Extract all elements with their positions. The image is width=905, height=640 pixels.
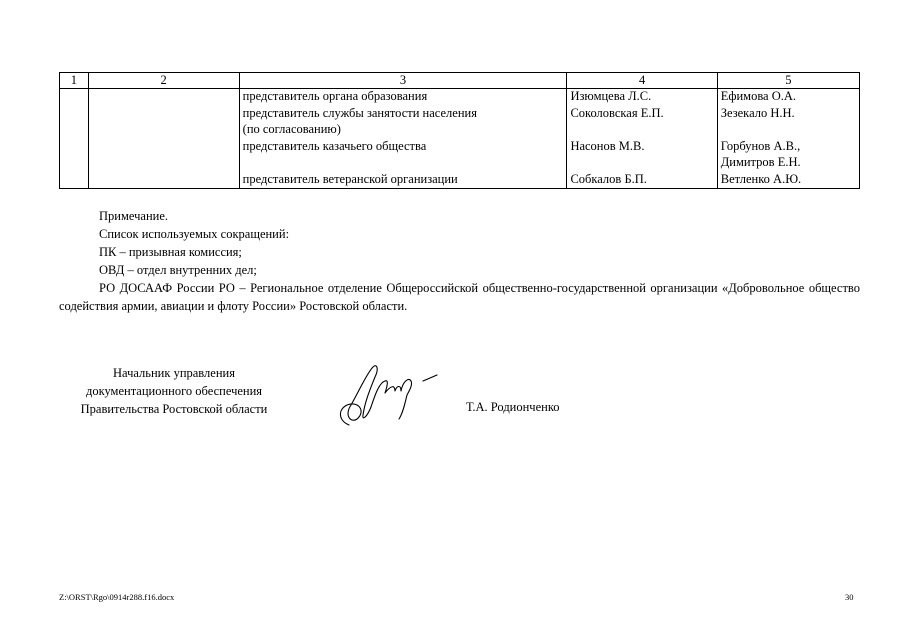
member-name <box>570 155 713 172</box>
file-path: Z:\ORST\Rgo\0914r288.f16.docx <box>59 592 175 602</box>
cell-deputies <box>717 89 859 189</box>
signatory-title-line: документационного обеспечения <box>85 384 263 398</box>
handwritten-signature <box>333 355 443 435</box>
table-header-row <box>60 73 860 89</box>
member-name: Насонов М.В. <box>570 138 645 153</box>
member-name: Собкалов Б.П. <box>570 171 647 186</box>
deputy-name <box>721 122 856 139</box>
column-number-5: 5 <box>717 73 859 89</box>
cell-members <box>567 89 717 189</box>
cell-number <box>60 89 89 189</box>
abbreviation-ovd: ОВД – отдел внутренних дел; <box>99 263 257 277</box>
notes-section <box>59 207 860 315</box>
column-number-1: 1 <box>60 73 89 89</box>
role-text: представитель службы занятости населения <box>242 105 477 120</box>
abbreviation-pk: ПК – призывная комиссия; <box>99 245 242 259</box>
signatory-title-line: Правительства Ростовской области <box>80 402 268 416</box>
table-row <box>60 89 860 189</box>
role-text: представитель органа образования <box>242 89 428 103</box>
member-name: Соколовская Е.П. <box>570 105 664 120</box>
notes-title: Примечание. <box>99 209 169 223</box>
deputy-name: Димитров Е.Н. <box>720 155 801 169</box>
signatory-title-line: Начальник управления <box>113 366 235 380</box>
cell-roles <box>239 89 567 189</box>
role-text <box>243 155 564 172</box>
role-text: представитель ветеранской организации <box>242 171 458 186</box>
deputy-name: Ефимова О.А. <box>720 89 797 103</box>
column-number-4: 4 <box>567 73 717 89</box>
member-name: Изюмцева Л.С. <box>570 89 652 103</box>
signatory-title <box>59 364 289 418</box>
appointment-table <box>59 72 860 189</box>
deputy-name: Горбунов А.В., <box>720 138 801 153</box>
deputy-name: Ветленко А.Ю. <box>720 171 802 186</box>
cell-name <box>88 89 239 189</box>
deputy-name: Зезекало Н.Н. <box>720 105 795 120</box>
abbreviation-dosaaf: РО ДОСААФ России РО – Региональное отделение Общероссийской общественно-государственной организации «Добровольное общество содействия армии, авиации и флоту России» Ростовской области. <box>59 281 860 313</box>
member-name <box>570 122 713 139</box>
role-text: представитель казачьего общества <box>242 138 427 153</box>
page-number: 30 <box>845 592 854 602</box>
role-text: (по согласованию) <box>242 122 341 136</box>
column-number-2: 2 <box>88 73 239 89</box>
abbreviations-intro: Список используемых сокращений: <box>99 227 290 241</box>
signatory-name: Т.А. Родионченко <box>466 400 560 414</box>
column-number-3: 3 <box>239 73 567 89</box>
